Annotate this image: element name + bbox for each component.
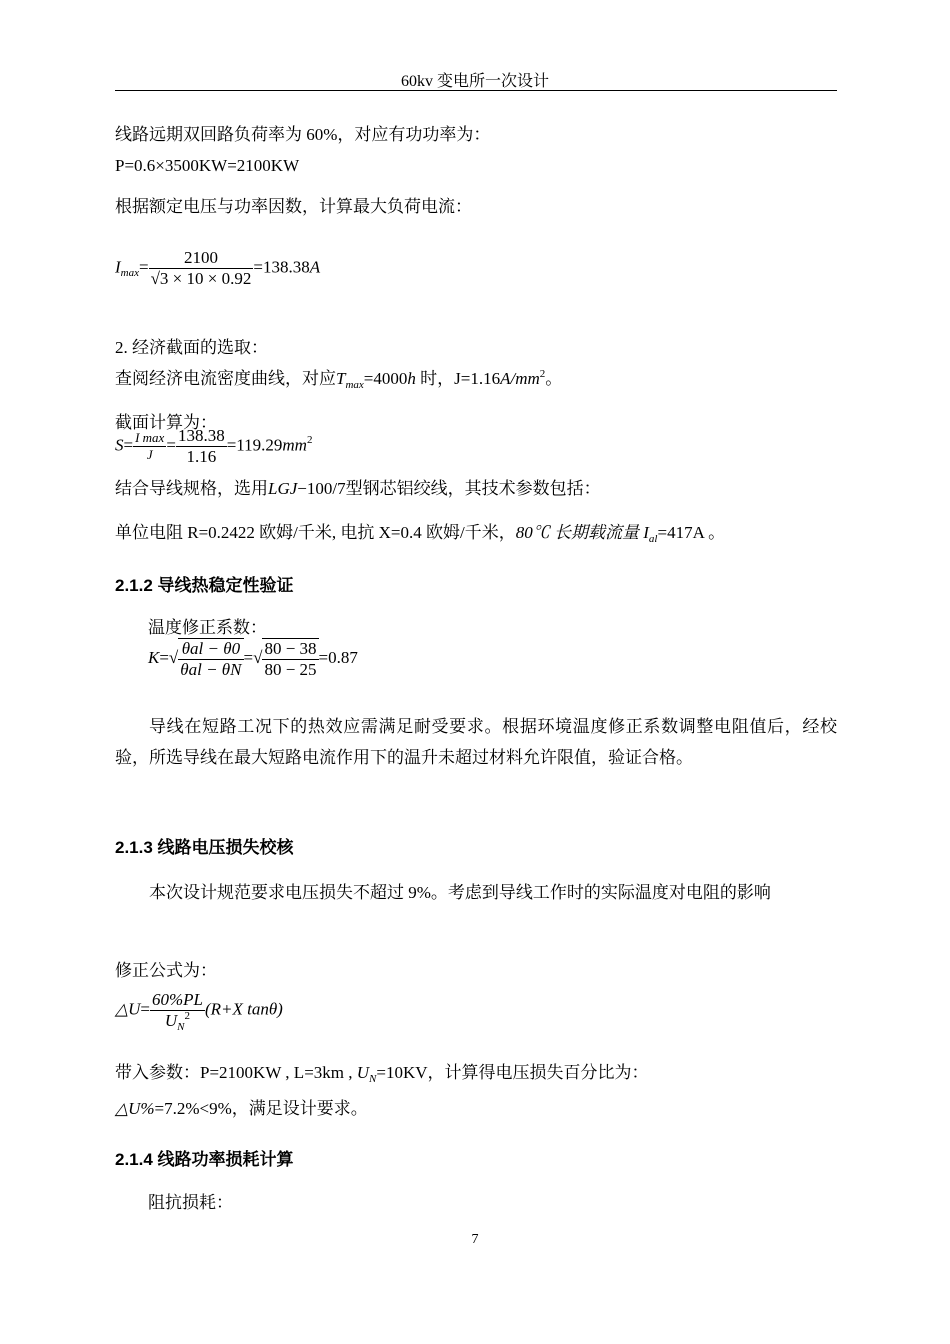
section-heading-2: 2. 经济截面的选取： xyxy=(115,338,268,357)
text-line: 单位电阻 R=0.2422 欧姆/千米, 电抗 X=0.4 欧姆/千米，80℃ 长期载流量 $I_{al}=417A$ 。 xyxy=(115,523,726,545)
text-line: 根据额定电压与功率因数，计算最大负荷电流： xyxy=(115,197,472,216)
page-number: 7 xyxy=(471,1232,479,1247)
section-title: 2.1.2 导线热稳定性验证 xyxy=(115,576,294,595)
text-line: △U%=7.2%<9%，满足设计要求。 xyxy=(115,1099,368,1118)
text-line: 阻抗损耗： xyxy=(148,1193,233,1212)
text-line: 结合导线规格，选用LGJ−100/7型钢芯铝绞线，其技术参数包括： xyxy=(115,479,601,498)
text-line: 带入参数：P=2100KW , L=3km , $U_N=10KV$，计算得电压损失百分比为： xyxy=(115,1063,649,1085)
header-rule xyxy=(115,90,837,91)
text-line: 查阅经济电流密度曲线，对应$T_{max}=4000h$ 时，$J=1.16A/mm^2$。 xyxy=(115,368,563,391)
formula-k: K=√ $\frac{\text{θal − θ0}}{\text{θal − θN}}$ =√ $\frac{80 - 38}{80 - 25}$ =0.87 xyxy=(148,639,358,679)
text-line: 截面计算为： xyxy=(115,413,217,432)
section-title: 2.1.4 线路功率损耗计算 xyxy=(115,1150,294,1169)
text-line: 温度修正系数： xyxy=(148,618,267,637)
page-header: 60kv 变电所一次设计 xyxy=(400,73,549,90)
text-line: 线路远期双回路负荷率为 60%，对应有功功率为： xyxy=(115,125,491,144)
text-line: 修正公式为： xyxy=(115,961,217,980)
paragraph: 导线在短路工况下的热效应需满足耐受要求。根据环境温度修正系数调整电阻值后，经校验，所选导线在最大短路电流作用下的温升未超过材料允许限值，验证合格。 xyxy=(115,717,837,767)
formula-imax: $I_{max}=$ $\frac{2100}{√3 \times 10 \times 0.92}$ =138.38A xyxy=(115,248,321,288)
text-line: P=0.6×3500KW=2100KW xyxy=(115,156,300,175)
formula-s: S= $\frac{\text{I max}}{J}$ = $\frac{138.38}{1.16}$ $=119.29mm^2$ xyxy=(115,426,313,466)
paragraph: 本次设计规范要求电压损失不超过 9%。考虑到导线工作时的实际温度对电阻的影响 xyxy=(149,883,771,902)
section-title: 2.1.3 线路电压损失校核 xyxy=(115,838,294,857)
formula-du: △U= $\frac{60\%PL}{U_N^2}$ (R+X tanθ) xyxy=(115,990,283,1033)
